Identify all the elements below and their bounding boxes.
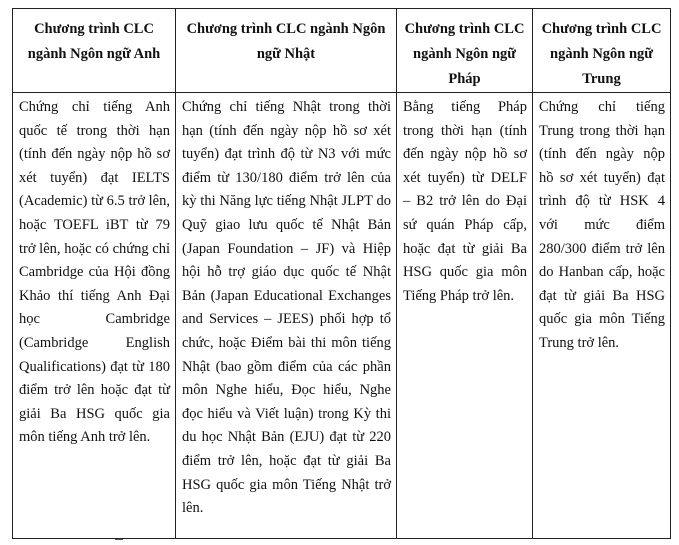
header-chinese-program: Chương trình CLC ngành Ngôn ngữ Trung <box>533 9 671 93</box>
chinese-requirement-cell: Chứng chỉ tiếng Trung trong thời hạn (tính đến ngày nộp hồ sơ xét tuyển) đạt trình độ từ HSK 4 với mức điểm 280/300 điểm trở lên do Hanban cấp, hoặc đạt từ giải Ba HSG quốc gia môn Tiếng Trung trở lên. <box>533 93 671 539</box>
english-requirement-cell: Chứng chỉ tiếng Anh quốc tế trong thời hạn (tính đến ngày nộp hồ sơ xét tuyển) đạt IELTS (Academic) từ 6.5 trở lên, hoặc TOEFL iBT từ 79 trở lên, hoặc có chứng chỉ Cambridge của Hội đồng Khảo thí tiếng Anh Đại học Cambridge (Cambridge English Qualifications) đạt từ 180 điểm trở lên hoặc đạt từ giải Ba HSG quốc gia môn tiếng Anh trở lên. <box>13 93 176 539</box>
japanese-requirement-cell: Chứng chỉ tiếng Nhật trong thời hạn (tính đến ngày nộp hồ sơ xét tuyển) đạt trình độ từ N3 với mức điểm từ 130/180 điểm trở lên của kỳ thi Năng lực tiếng Nhật JLPT do Quỹ giao lưu quốc tế Nhật Bản (Japan Foundation – JF) và Hiệp hội hỗ trợ giáo dục quốc tế Nhật Bản (Japan Educational Exchanges and Services – JEES) phối hợp tổ chức, hoặc Điểm bài thi môn tiếng Nhật (bao gồm điểm của các phần môn Nghe hiểu, Đọc hiểu, Nghe đọc hiểu và Viết luận) trong Kỳ thi du học Nhật Bản (EJU) đạt từ 220 điểm trở lên, hoặc đạt từ giải Ba HSG quốc gia môn Tiếng Nhật trở lên. <box>176 93 397 539</box>
header-french-program: Chương trình CLC ngành Ngôn ngữ Pháp <box>397 9 533 93</box>
header-row <box>13 9 671 93</box>
requirements-row <box>13 93 671 539</box>
french-requirement-cell: Bằng tiếng Pháp trong thời hạn (tính đến ngày nộp hồ sơ xét tuyển) từ DELF – B2 trở lên do Đại sứ quán Pháp cấp, hoặc đạt từ giải Ba HSG quốc gia môn Tiếng Pháp trở lên. <box>397 93 533 539</box>
header-english-program: Chương trình CLC ngành Ngôn ngữ Anh <box>13 9 176 93</box>
language-requirements-table <box>12 8 671 539</box>
header-japanese-program: Chương trình CLC ngành Ngôn ngữ Nhật <box>176 9 397 93</box>
cropped-text-fragment <box>115 539 123 543</box>
